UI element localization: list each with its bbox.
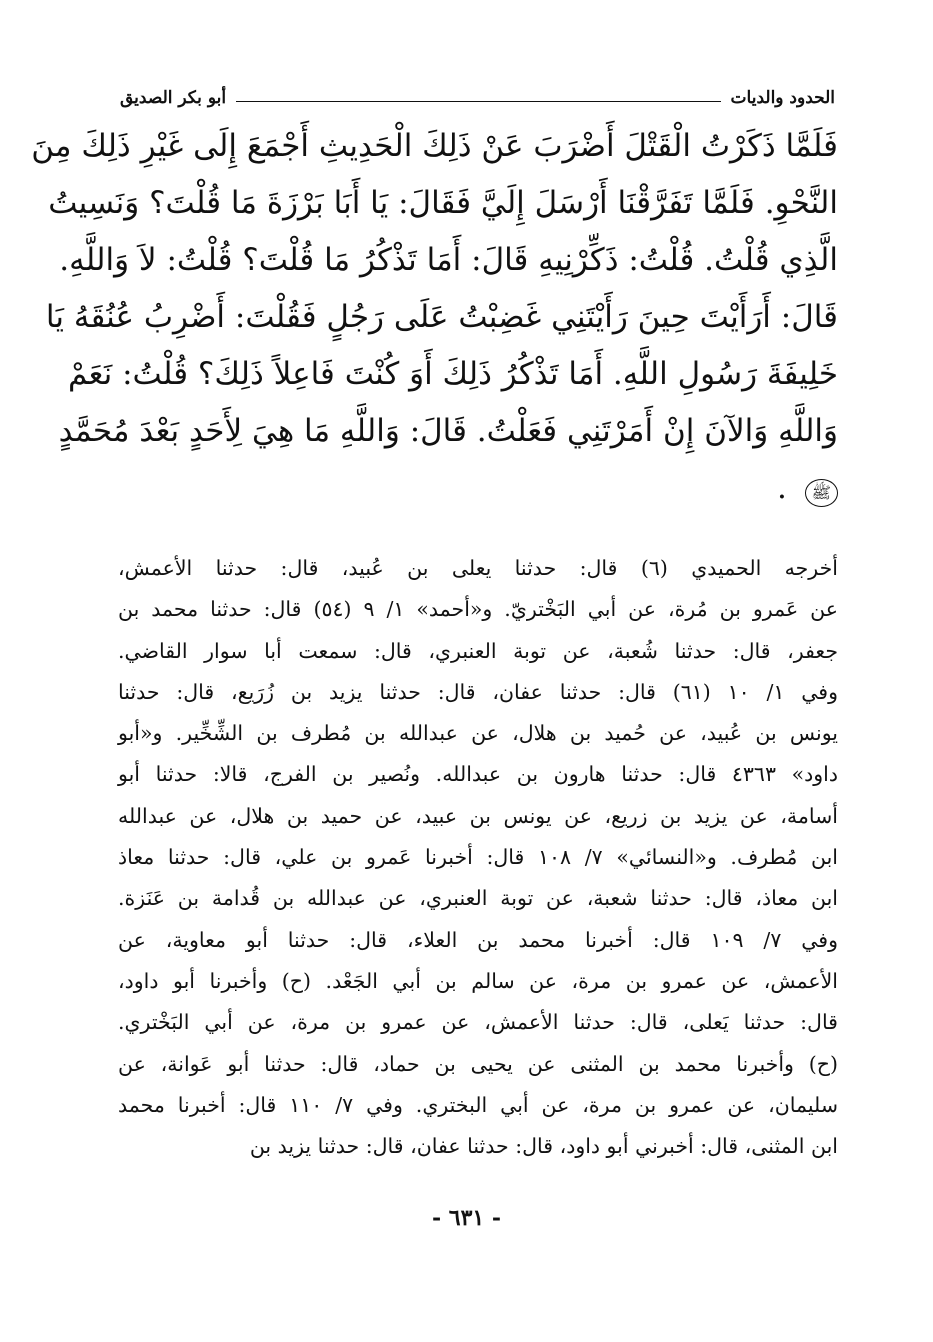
chapter-title: الحدود والديات <box>730 88 835 108</box>
salawat-glyph: ﷺ <box>805 479 838 507</box>
hadith-line: فَلَمَّا ذَكَرْتُ الْقَتْلَ أَضْرَبَ عَنْ ذَلِكَ الْحَدِيثِ أَجْمَعَ إِلَى غَيْرِ ذَلِكَ مِنَ <box>31 128 838 164</box>
footnote-line: ابن معاذ، قال: حدثنا شعبة، عن توبة العنبري، عن عبدالله بن قُدامة بن عَنَزة. <box>118 886 838 911</box>
hadith-line: وَاللَّهِ وَالآنَ إِنْ أَمَرْتَنِي فَعَلْتُ. قَالَ: وَاللَّهِ مَا هِيَ لِأَحَدٍ بَعْدَ مُحَمَّدٍ <box>58 413 838 449</box>
footnote-line: الأعمش، عن عمرو بن مرة، عن سالم بن أبي الجَعْد. (ح) وأخبرنا أبو داود، <box>118 968 838 993</box>
hadith-text <box>31 118 838 517</box>
footnote-line: ابن المثنى، قال: أخبرني أبو داود، قال: حدثنا عفان، قال: حدثنا يزيد بن <box>249 1134 838 1159</box>
hadith-line-end <box>118 460 838 517</box>
footnote-line: عن عَمرو بن مُرة، عن أبي البَخْتريّ. و«أحمد» ١/ ٩ (٥٤) قال: حدثنا محمد بن <box>118 597 838 622</box>
footnote-line: أخرجه الحميدي (٦) قال: حدثنا يعلى بن عُبيد، قال: حدثنا الأعمش، <box>118 556 838 580</box>
hadith-line: خَلِيفَةَ رَسُولِ اللَّهِ. أَمَا تَذْكُرُ ذَلِكَ أَوَ كُنْتَ فَاعِلاً ذَلِكَ؟ قُلْتُ: نَعَمْ <box>68 356 838 392</box>
footnote-line: أسامة، عن يزيد بن زريع، عن يونس بن عبيد، عن حميد بن هلال، عن عبدالله <box>118 803 838 828</box>
footnote-line: سليمان، عن عمرو بن مرة، عن أبي البختري. وفي ٧/ ١١٠ قال: أخبرنا محمد <box>118 1092 839 1117</box>
footnotes <box>118 548 838 1167</box>
footnote-line: قال: حدثنا يَعلى، قال: حدثنا الأعمش، عن عمرو بن مرة، عن أبي البَخْتري. <box>118 1010 838 1035</box>
footnote-line: وفي ٧/ ١٠٩ قال: أخبرنا محمد بن العلاء، قال: حدثنا أبو معاوية، عن <box>118 927 838 952</box>
page-number: - ٦٣١ - <box>431 1205 502 1231</box>
footnote-line: وفي ١/ ١٠ (٦١) قال: حدثنا عفان، قال: حدثنا يزيد بن زُرَيع، قال: حدثنا <box>118 679 839 704</box>
footnote-line: (ح) وأخبرنا محمد بن المثنى عن يحيى بن حماد، قال: حدثنا أبو عَوانة، عن <box>118 1051 838 1076</box>
section-title: أبو بكر الصديق <box>120 88 227 108</box>
hadith-line: النَّحْوِ. فَلَمَّا تَفَرَّقْنَا أَرْسَلَ إِلَيَّ فَقَالَ: يَا أَبَا بَرْزَةَ مَا قُلْتَ؟ وَنَسِيتُ <box>48 185 838 221</box>
footnote-line: جعفر، قال: حدثنا شُعبة، عن توبة العنبري، قال: سمعت أبا سوار القاضي. <box>118 638 838 663</box>
running-head <box>120 82 835 108</box>
footnote-line: ابن مُطرف. و«النسائي» ٧/ ١٠٨ قال: أخبرنا عَمرو بن علي، قال: حدثنا معاذ <box>118 845 838 870</box>
hadith-line: قَالَ: أَرَأَيْتَ حِينَ رَأَيْتَنِي غَضِبْتُ عَلَى رَجُلٍ فَقُلْتَ: أَضْرِبُ عُنُقَهُ يَا <box>45 299 838 335</box>
hadith-end-mark: . <box>776 470 787 506</box>
footnote-line: داود» ٤٣٦٣ قال: حدثنا هارون بن عبدالله. ونُصير بن الفرج، قالا: حدثنا أبو <box>118 762 838 787</box>
hadith-line: الَّذِي قُلْتُ. قُلْتُ: ذَكِّرْنِيهِ قَالَ: أَمَا تَذْكُرُ مَا قُلْتَ؟ قُلْتُ: لاَ وَاللَّهِ. <box>59 242 838 278</box>
header-rule <box>236 101 720 102</box>
footnote-line: يونس بن عُبيد، عن حُميد بن هلال، عن عبدالله بن مُطرف بن الشِّخِّير. و«أبو <box>118 721 839 746</box>
